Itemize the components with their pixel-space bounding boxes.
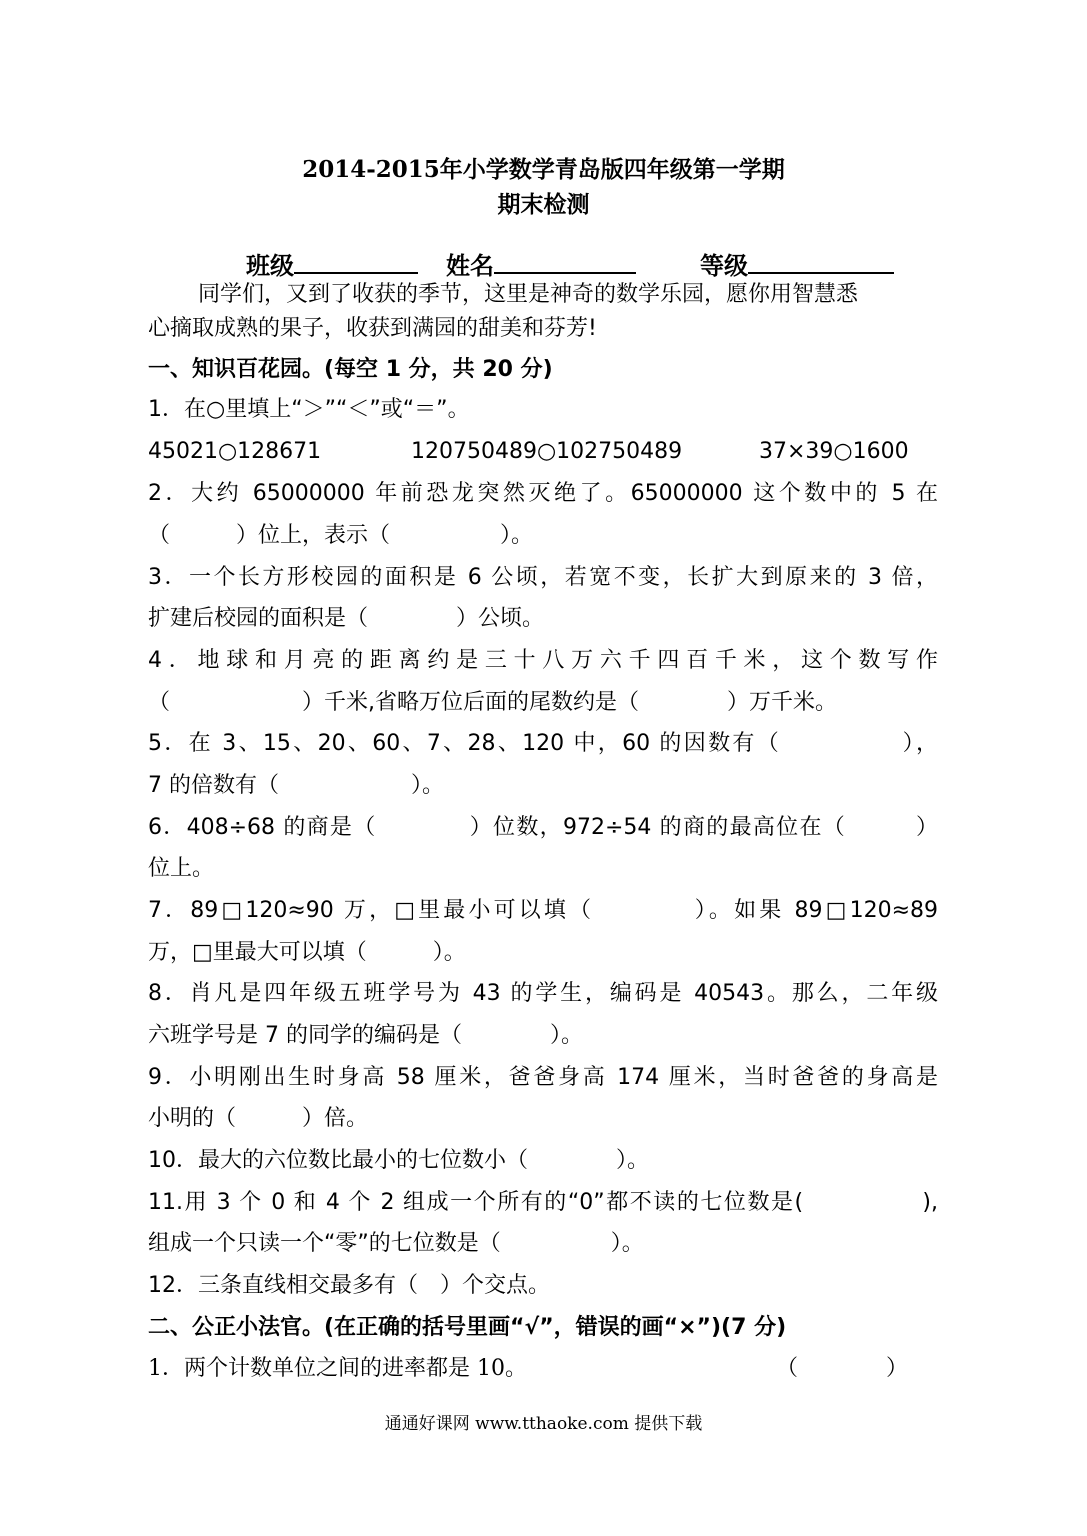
q6-line-1: 6．408÷68 的商是（ ）位数，972÷54 的商的最高位在（ ）: [148, 815, 938, 840]
grade-field: [700, 246, 894, 281]
name-field: [446, 246, 636, 281]
footer-credit: 通通好课网 www.tthaoke.com 提供下载: [384, 1414, 703, 1434]
intro-line-1: 同学们，又到了收获的季节，这里是神奇的数学乐园，愿你用智慧悉: [198, 282, 859, 307]
class-blank: [294, 248, 418, 274]
student-info-row: [246, 246, 946, 280]
judge-q1: [148, 1354, 938, 1384]
q11-line-2: 组成一个只读一个“零”的七位数是（ ）。: [148, 1231, 644, 1256]
q9-line-2: 小明的（ ）倍。: [148, 1106, 369, 1131]
q9-line-1: 9．小明刚出生时身高 58 厘米，爸爸身高 174 厘米，当时爸爸的身高是: [148, 1065, 938, 1090]
name-label: 姓名: [446, 251, 494, 280]
exam-subtitle: 期末检测: [497, 191, 590, 218]
q2-line-2: （ ）位上，表示（ ）。: [148, 523, 534, 548]
q7-line-1: 7．89□120≈90 万，□里最小可以填（ ）。如果 89□120≈89: [148, 898, 938, 923]
q5-line-1: 5．在 3、15、20、60、7、28、120 中，60 的因数有（ ），: [148, 731, 938, 756]
q3-line-2: 扩建后校园的面积是（ ）公顷。: [148, 606, 545, 631]
intro-line-2: 心摘取成熟的果子，收获到满园的甜美和芬芳!: [148, 316, 597, 341]
q4-line-1: 4．地球和月亮的距离约是三十八万六千四百千米，这个数写作: [148, 648, 938, 673]
q5-line-2: 7 的倍数有（ ）。: [148, 773, 444, 798]
q3-line-1: 3．一个长方形校园的面积是 6 公顷，若宽不变，长扩大到原来的 3 倍，: [148, 565, 938, 590]
q11-line-1: 11.用 3 个 0 和 4 个 2 组成一个所有的“0”都不读的七位数是( ),: [148, 1190, 938, 1215]
class-field: [246, 246, 418, 281]
q8-line-1: 8．肖凡是四年级五班学号为 43 的学生，编码是 40543。那么，二年级: [148, 981, 938, 1006]
section2-heading: 二、公正小法官。(在正确的括号里画“√”，错误的画“×”)(7 分): [148, 1315, 787, 1340]
q6-line-2: 位上。: [148, 856, 215, 881]
q1-text: 1．在○里填上“＞”“＜”或“＝”。: [148, 397, 470, 422]
grade-label: 等级: [700, 251, 748, 280]
q12-text: 12．三条直线相交最多有（ ）个交点。: [148, 1273, 550, 1298]
q7-line-2: 万，□里最大可以填（ ）。: [148, 940, 466, 965]
q10-text: 10．最大的六位数比最小的七位数小（ ）。: [148, 1148, 649, 1173]
grade-blank: [748, 248, 894, 274]
exam-title: 2014-2015年小学数学青岛版四年级第一学期: [302, 156, 785, 183]
q2-line-1: 2．大约 65000000 年前恐龙突然灭绝了。65000000 这个数中的 5 在: [148, 481, 938, 506]
q8-line-2: 六班学号是 7 的同学的编码是（ ）。: [148, 1023, 583, 1048]
judge-q1-answer-paren: （ ）: [776, 1356, 909, 1381]
judge-q1-text: 1．两个计数单位之间的进率都是 10。: [148, 1356, 527, 1381]
q1-item-2: 120750489○102750489: [411, 439, 683, 464]
q1-item-3: 37×39○1600: [759, 439, 909, 464]
q1-item-1: 45021○128671: [148, 439, 322, 464]
q4-line-2: （ ）千米,省略万位后面的尾数约是（ ）万千米。: [148, 690, 837, 715]
name-blank: [494, 248, 636, 274]
q1-items: [148, 437, 948, 467]
class-label: 班级: [246, 251, 294, 280]
section1-heading: 一、知识百花园。(每空 1 分，共 20 分): [148, 357, 553, 382]
